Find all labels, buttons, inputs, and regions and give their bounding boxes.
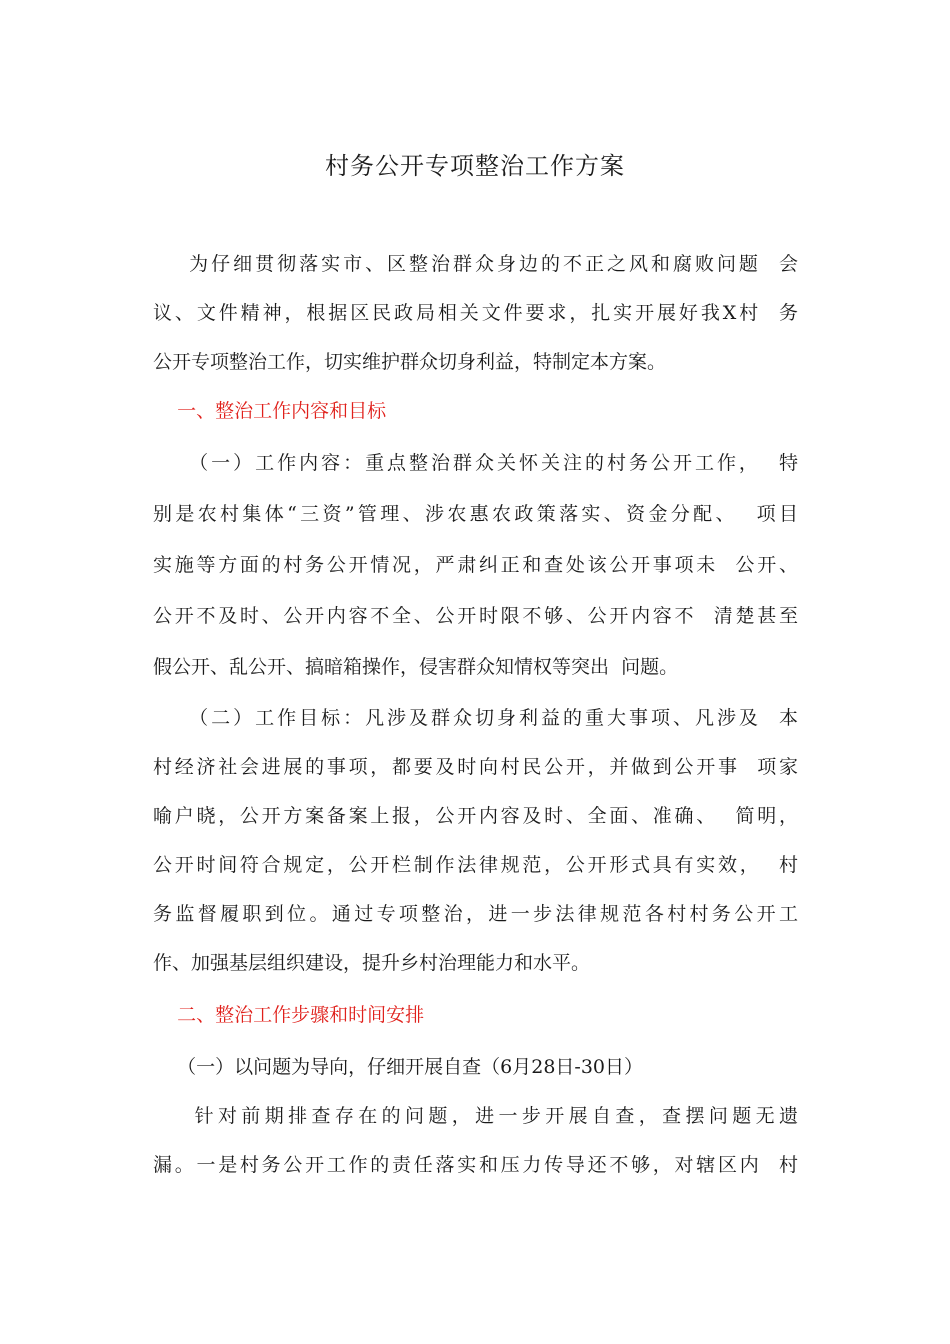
body-line: （二）工作目标：凡涉及群众切身利益的重大事项、凡涉及 本 <box>153 707 798 729</box>
body-line: 别是农村集体“三资”管理、涉农惠农政策落实、资金分配、 项目 <box>153 503 798 525</box>
body-line: 公开专项整治工作，切实维护群众切身利益，特制定本方案。 <box>153 351 667 373</box>
body-line: 议、文件精神，根据区民政局相关文件要求，扎实开展好我X村 务 <box>153 302 798 324</box>
body-line: 为仔细贯彻落实市、区整治群众身边的不正之风和腐败问题 会 <box>153 253 798 275</box>
body-line: 务监督履职到位。通过专项整治，进一步法律规范各村村务公开工 <box>153 903 798 925</box>
section-heading-2: 二、整治工作步骤和时间安排 <box>153 1004 425 1026</box>
body-line: 公开不及时、公开内容不全、公开时限不够、公开内容不 清楚甚至 <box>153 605 798 627</box>
body-line: 村经济社会进展的事项，都要及时向村民公开，并做到公开事 项家 <box>153 756 798 778</box>
body-line: 喻户晓，公开方案备案上报，公开内容及时、全面、准确、 简明， <box>153 805 798 827</box>
body-line: 针对前期排查存在的问题，进一步开展自查，查摆问题无遗 <box>153 1105 798 1127</box>
body-line: （一）工作内容：重点整治群众关怀关注的村务公开工作， 特 <box>153 452 798 474</box>
body-line: 实施等方面的村务公开情况，严肃纠正和查处该公开事项未 公开、 <box>153 554 798 576</box>
body-line: 作、加强基层组织建设，提升乡村治理能力和水平。 <box>153 952 591 974</box>
section-heading-1: 一、整治工作内容和目标 <box>153 400 387 422</box>
document-title: 村务公开专项整治工作方案 <box>325 152 625 180</box>
body-line: 漏。一是村务公开工作的责任落实和压力传导还不够，对辖区内 村 <box>153 1154 798 1176</box>
body-line: 公开时间符合规定，公开栏制作法律规范，公开形式具有实效， 村 <box>153 854 798 876</box>
subsection-heading: （一）以问题为导向，仔细开展自查（6月28日-30日） <box>153 1056 644 1078</box>
body-line: 假公开、乱公开、搞暗箱操作，侵害群众知情权等突出 问题。 <box>153 656 679 678</box>
